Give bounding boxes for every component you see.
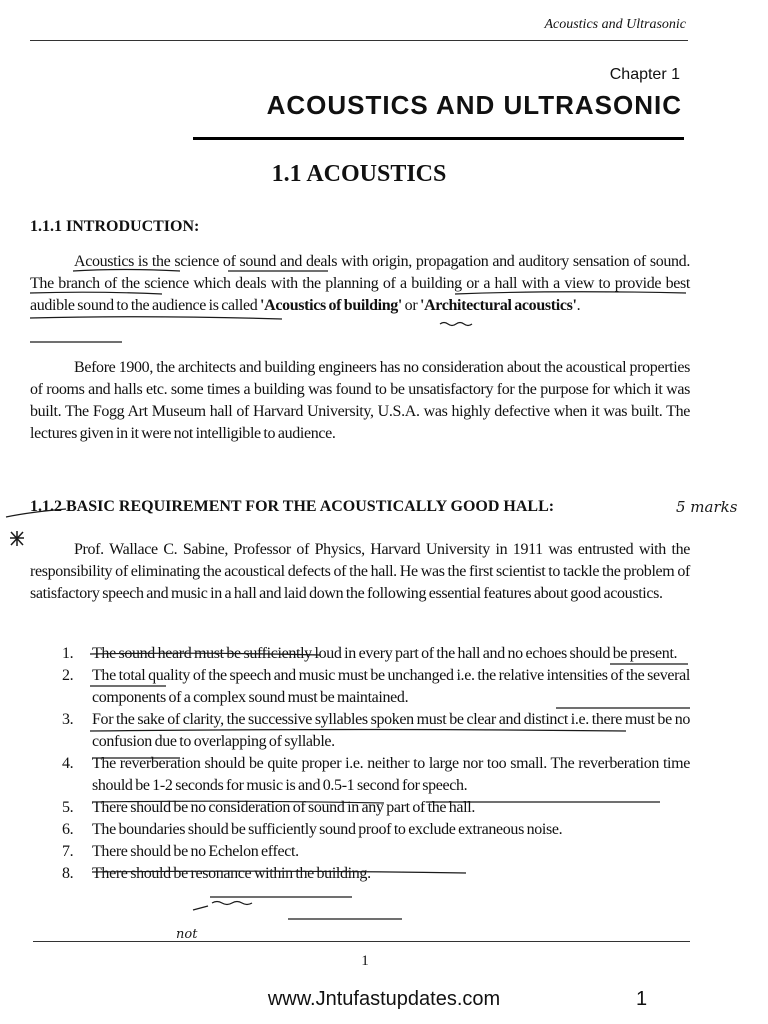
not-note: not [176, 927, 198, 942]
history-text: Before 1900, the architects and building engineers has no consideration about the acoustical properties of rooms and halls etc. some times a building was found to be unsatisfactory for the purpose for which it was built. The Fogg Art Museum hall of Harvard University, U.S.A. was highly defective when it was built. The lectures given in it were not intelligible to audience. [30, 359, 690, 442]
requirements-heading: 1.1.2 BASIC REQUIREMENT FOR THE ACOUSTICALLY GOOD HALL: [30, 498, 555, 515]
list-item [30, 753, 690, 797]
list-text: For the sake of clarity, the successive syllables spoken must be clear and distinct i.e. there must be no confusion due to overlapping of syllable. [92, 711, 690, 750]
chapter-title: ACOUSTICS AND ULTRASONIC [266, 90, 682, 120]
list-text: There should be resonance within the building. [92, 865, 371, 882]
list-text: The total quality of the speech and music must be unchanged i.e. the relative intensities of the several components of a complex sound must be maintained. [92, 667, 690, 706]
list-text: The boundaries should be sufficiently sound proof to exclude extraneous noise. [92, 821, 563, 838]
list-number: 8. [62, 865, 74, 882]
intro-text-end: . [576, 297, 581, 314]
intro-text: Acoustics is the science of sound and deals with origin, propagation and auditory sensation of sound. The branch of the science which deals with the planning of a building or a hall with a view to provide best audible sound to the audience is called [30, 253, 690, 314]
list-item [30, 665, 690, 709]
page-number-right: 1 [636, 988, 648, 1010]
wavy-underline [440, 323, 472, 326]
sabine-text: Prof. Wallace C. Sabine, Professor of Physics, Harvard University in 1911 was entrusted with the responsibility of eliminating the acoustical defects of the hall. He was the first scientist to tackle the problem of satisfactory speech and music in a hall and laid down the following essential features about good acoustics. [30, 541, 690, 602]
asterisk-mark [10, 531, 24, 546]
strike-mark [193, 906, 208, 910]
chapter-label: Chapter 1 [609, 66, 680, 83]
running-header: Acoustics and Ultrasonic [544, 17, 686, 32]
list-number: 2. [62, 667, 74, 684]
margin-note: 5 marks [676, 498, 738, 516]
intro-text-or: or [402, 297, 420, 314]
header-rule [30, 40, 688, 41]
footer-rule [33, 941, 690, 942]
requirements-list [30, 643, 690, 885]
list-item [30, 709, 690, 753]
title-rule [193, 137, 684, 140]
list-number: 3. [62, 711, 74, 728]
list-text: There should be no consideration of sound in any part of the hall. [92, 799, 476, 816]
page-number: 1 [361, 953, 369, 969]
introduction-heading: 1.1.1 INTRODUCTION: [30, 218, 200, 235]
list-number: 7. [62, 843, 74, 860]
wavy-underline [212, 902, 252, 905]
list-text: There should be no Echelon effect. [92, 843, 299, 860]
list-text: The sound heard must be sufficiently loud in every part of the hall and no echoes should be present. [92, 645, 678, 662]
list-number: 4. [62, 755, 74, 772]
introduction-paragraph-2 [30, 357, 690, 445]
list-item [30, 819, 690, 841]
list-item [30, 841, 690, 863]
list-item [30, 797, 690, 819]
list-number: 6. [62, 821, 74, 838]
list-item [30, 643, 690, 665]
term-architectural-acoustics: 'Architectural acoustics' [419, 297, 577, 314]
list-item [30, 863, 690, 885]
list-text: The reverberation should be quite proper i.e. neither to large nor too small. The reverberation time should be 1-2 seconds for music is and 0.5-1 second for speech. [92, 755, 690, 794]
requirements-paragraph [30, 539, 690, 605]
introduction-paragraph-1 [30, 251, 690, 317]
section-title: 1.1 ACOUSTICS [271, 161, 447, 187]
list-number: 1. [62, 645, 74, 662]
list-number: 5. [62, 799, 74, 816]
underline-mark [30, 317, 282, 319]
term-acoustics-of-building: 'Acoustics of building' [260, 297, 403, 314]
website-footer: www.Jntufastupdates.com [267, 988, 501, 1010]
